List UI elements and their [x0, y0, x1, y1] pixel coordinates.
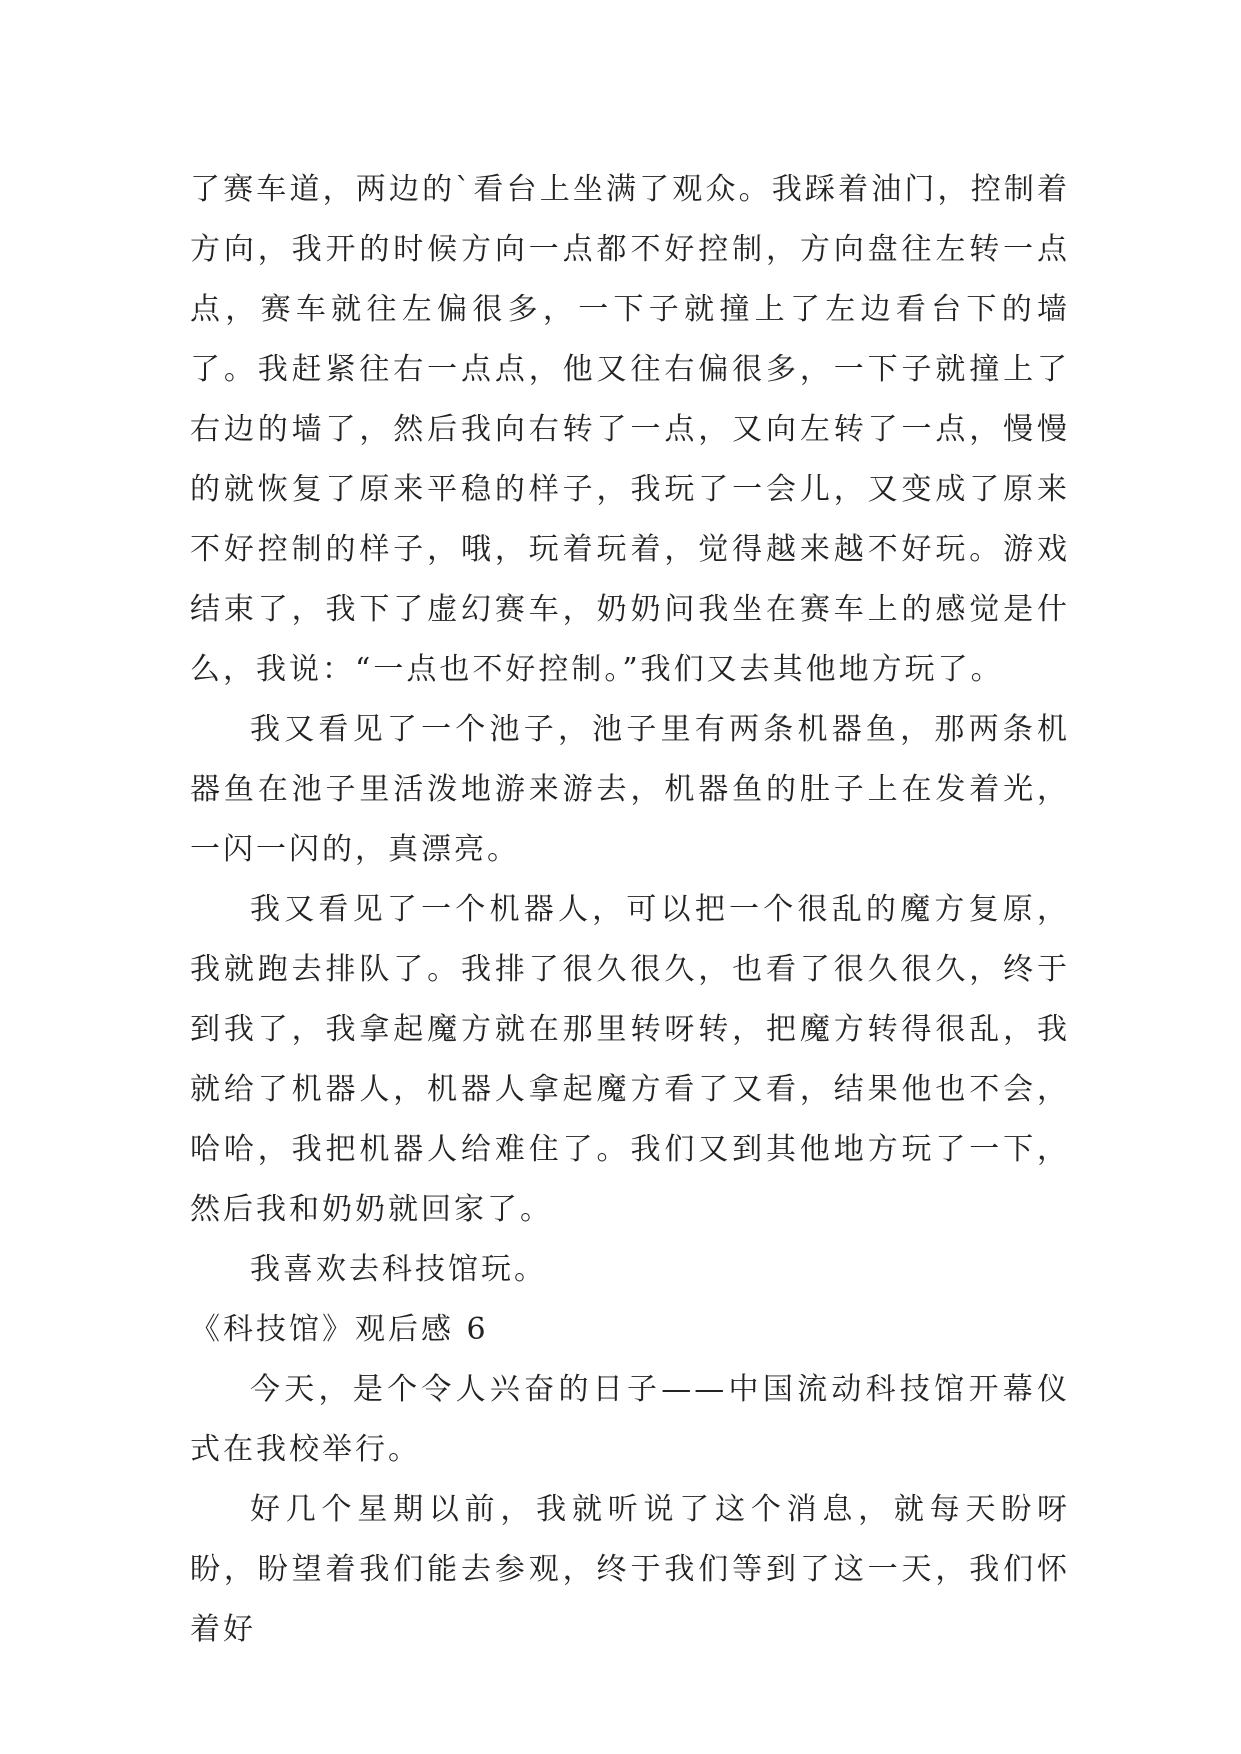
section-title: 《科技馆》观后感 6	[190, 1312, 489, 1347]
paragraph-opening-ceremony: 今天，是个令人兴奋的日子——中国流动科技馆开幕仪式在我校举行。	[190, 1372, 1070, 1467]
paragraph-rubiks-robot: 我又看见了一个机器人，可以把一个很乱的魔方复原，我就跑去排队了。我排了很久很久，也看了很久很久，终于到我了，我拿起魔方就在那里转呀转，把魔方转得很乱，我就给了机器人，机器人拿起魔方看了又看，结果他也不会，哈哈，我把机器人给难住了。我们又到其他地方玩了一下，然后我和奶奶就回家了。	[190, 892, 1070, 1227]
paragraph-conclusion: 我喜欢去科技馆玩。	[250, 1252, 547, 1287]
document-body	[190, 160, 1070, 1660]
paragraph-robot-fish: 我又看见了一个池子，池子里有两条机器鱼，那两条机器鱼在池子里活泼地游来游去，机器鱼的肚子上在发着光，一闪一闪的，真漂亮。	[190, 712, 1070, 867]
paragraph-race-car: 了赛车道，两边的`看台上坐满了观众。我踩着油门，控制着方向，我开的时候方向一点都不好控制，方向盘往左转一点点，赛车就往左偏很多，一下子就撞上了左边看台下的墙了。我赶紧往右一点点，他又往右偏很多，一下子就撞上了右边的墙了，然后我向右转了一点，又向左转了一点，慢慢的就恢复了原来平稳的样子，我玩了一会儿，又变成了原来不好控制的样子，哦，玩着玩着，觉得越来越不好玩。游戏结束了，我下了虚幻赛车，奶奶问我坐在赛车上的感觉是什么，我说：“一点也不好控制。”我们又去其他地方玩了。	[190, 172, 1070, 687]
paragraph-anticipation: 好几个星期以前，我就听说了这个消息，就每天盼呀盼，盼望着我们能去参观，终于我们等到了这一天，我们怀着好	[190, 1492, 1070, 1647]
